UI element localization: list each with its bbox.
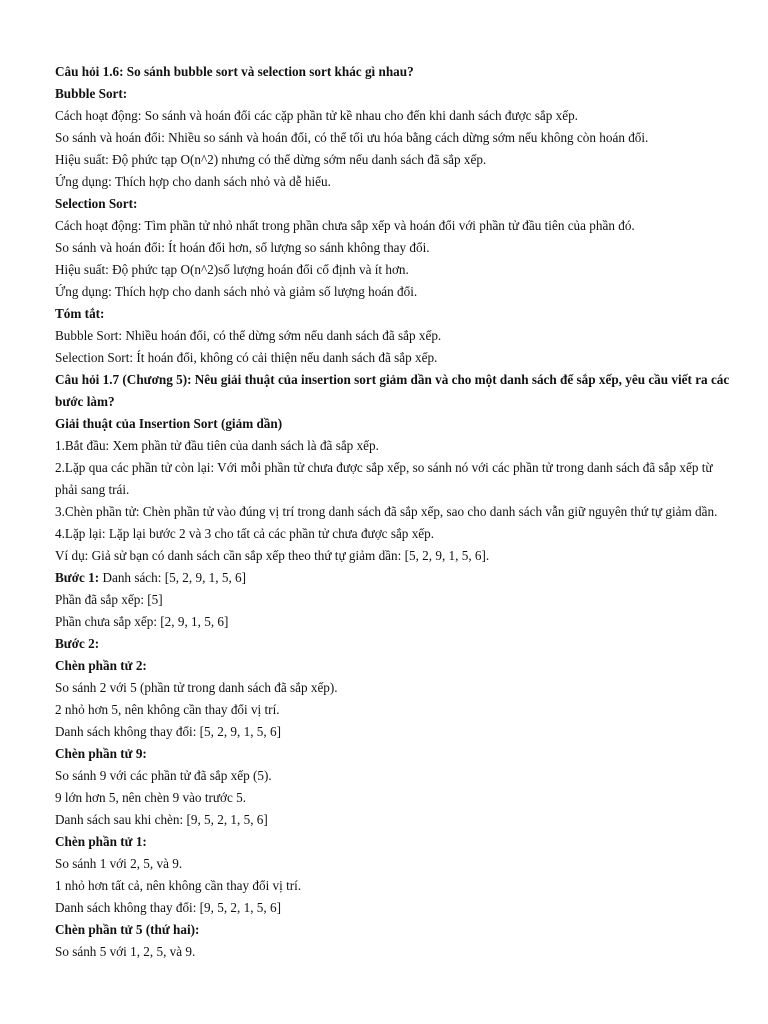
selection-sort-heading: Selection Sort: [55,196,138,211]
question-1-6-title: Câu hỏi 1.6: So sánh bubble sort và selection sort khác gì nhau? [55,64,414,79]
insert-2-line: Danh sách không thay đổi: [5, 2, 9, 1, 5, 6] [55,724,281,739]
insertion-step: 3.Chèn phần tử: Chèn phần tử vào đúng vị trí trong danh sách đã sắp xếp, sao cho danh sách vẫn giữ nguyên thứ tự giảm dần. [55,504,718,519]
insertion-sort-heading: Giải thuật của Insertion Sort (giảm dần) [55,416,283,431]
document-body [55,61,730,963]
sorted-part-line: Phần đã sắp xếp: [5] [55,592,163,607]
selection-sort-line: Ứng dụng: Thích hợp cho danh sách nhỏ và giảm số lượng hoán đổi. [55,284,418,299]
selection-sort-line: Cách hoạt động: Tìm phần tử nhỏ nhất trong phần chưa sắp xếp và hoán đổi với phần tử đầu tiên của phần đó. [55,218,635,233]
selection-sort-line: So sánh và hoán đổi: Ít hoán đổi hơn, số lượng so sánh không thay đổi. [55,240,430,255]
summary-heading: Tóm tắt: [55,306,105,321]
bubble-sort-line: Cách hoạt động: So sánh và hoán đổi các cặp phần tử kề nhau cho đến khi danh sách được sắp xếp. [55,108,578,123]
insert-1-heading: Chèn phần tử 1: [55,834,147,849]
insertion-step: 2.Lặp qua các phần tử còn lại: Với mỗi phần tử chưa được sắp xếp, so sánh nó với các phần tử trong danh sách đã sắp xếp từ phải sang trái. [55,460,713,497]
insert-9-line: So sánh 9 với các phần tử đã sắp xếp (5). [55,768,272,783]
bubble-sort-line: Hiệu suất: Độ phức tạp O(n^2) nhưng có thể dừng sớm nếu danh sách đã sắp xếp. [55,152,487,167]
bubble-sort-line: So sánh và hoán đổi: Nhiều so sánh và hoán đổi, có thể tối ưu hóa bằng cách dừng sớm nếu không còn hoán đổi. [55,130,649,145]
summary-line: Bubble Sort: Nhiều hoán đổi, có thể dừng sớm nếu danh sách đã sắp xếp. [55,328,442,343]
insert-9-heading: Chèn phần tử 9: [55,746,147,761]
insert-5-line: So sánh 5 với 1, 2, 5, và 9. [55,944,196,959]
bubble-sort-line: Ứng dụng: Thích hợp cho danh sách nhỏ và dễ hiểu. [55,174,331,189]
step-1-line [55,567,730,589]
insert-1-line: 1 nhỏ hơn tất cả, nên không cần thay đổi vị trí. [55,878,302,893]
insert-5-heading: Chèn phần tử 5 (thứ hai): [55,922,200,937]
insert-1-line: So sánh 1 với 2, 5, và 9. [55,856,183,871]
insert-9-line: Danh sách sau khi chèn: [9, 5, 2, 1, 5, 6] [55,812,268,827]
summary-line: Selection Sort: Ít hoán đổi, không có cải thiện nếu danh sách đã sắp xếp. [55,350,438,365]
insertion-step: 4.Lặp lại: Lặp lại bước 2 và 3 cho tất cả các phần tử chưa được sắp xếp. [55,526,435,541]
step-1-label: Bước 1: [55,570,100,585]
insert-9-line: 9 lớn hơn 5, nên chèn 9 vào trước 5. [55,790,247,805]
insert-2-heading: Chèn phần tử 2: [55,658,147,673]
example-line: Ví dụ: Giả sử bạn có danh sách cần sắp xếp theo thứ tự giảm dần: [5, 2, 9, 1, 5, 6]. [55,548,490,563]
step-2-label: Bước 2: [55,636,100,651]
unsorted-part-line: Phần chưa sắp xếp: [2, 9, 1, 5, 6] [55,614,229,629]
step-1-list: Danh sách: [5, 2, 9, 1, 5, 6] [99,570,247,585]
insert-2-line: 2 nhỏ hơn 5, nên không cần thay đổi vị trí. [55,702,280,717]
selection-sort-line: Hiệu suất: Độ phức tạp O(n^2)số lượng hoán đổi cố định và ít hơn. [55,262,409,277]
bubble-sort-heading: Bubble Sort: [55,86,128,101]
question-1-7-title: Câu hỏi 1.7 (Chương 5): Nêu giải thuật của insertion sort giảm dần và cho một danh sách để sắp xếp, yêu cầu viết ra các bước làm? [55,372,730,409]
insert-1-line: Danh sách không thay đổi: [9, 5, 2, 1, 5, 6] [55,900,281,915]
insert-2-line: So sánh 2 với 5 (phần tử trong danh sách đã sắp xếp). [55,680,338,695]
insertion-step: 1.Bắt đầu: Xem phần tử đầu tiên của danh sách là đã sắp xếp. [55,438,379,453]
